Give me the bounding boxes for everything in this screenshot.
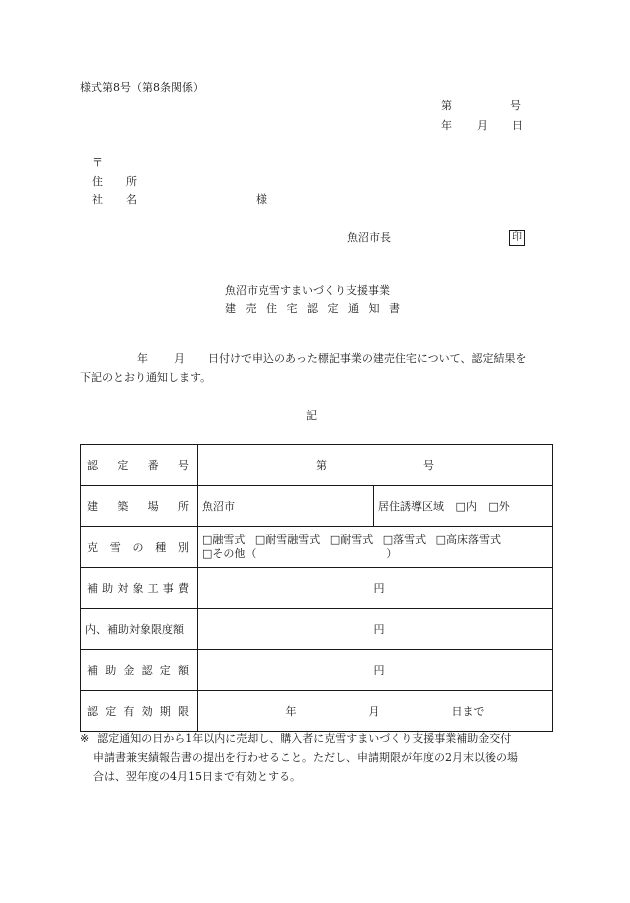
cert-table <box>80 444 553 732</box>
heading-line2-char: 宅 <box>286 302 298 315</box>
cert-number-value-cell <box>198 445 553 486</box>
heading-line2-char: 建 <box>225 302 236 315</box>
note-line1: 認定通知の日から1年以内に売却し、購入者に克雪すまいづくり支援事業補助金交付 <box>97 732 512 745</box>
snow-option[interactable]: □高床落雪式 <box>435 533 502 546</box>
company-label-2: 名 <box>126 193 137 206</box>
cert-number-label-cell <box>81 445 198 486</box>
table-row-subsidy-limit <box>81 609 553 650</box>
heading-line2-char: 知 <box>368 302 380 315</box>
snow-type-options-cell <box>198 527 553 568</box>
zone-option-out[interactable]: □外 <box>488 500 510 513</box>
heading-line2 <box>225 303 400 314</box>
address-label-1: 住 <box>92 175 103 188</box>
subsidy-amount-value-cell <box>198 650 553 691</box>
note-mark: ※ <box>80 732 90 745</box>
zone-option-in[interactable]: □内 <box>455 500 477 513</box>
location-city: 魚沼市 <box>202 500 235 513</box>
validity-label: 認 定 有 効 期 限 <box>87 705 189 718</box>
postal-mark: 〒 <box>92 156 103 169</box>
address-label-2: 所 <box>126 175 137 188</box>
seal-box: 印 <box>509 230 525 246</box>
subsidy-cost-label: 補 助 対 象 工 事 費 <box>87 582 189 595</box>
table-row-snow-type <box>81 527 553 568</box>
table-row-validity <box>81 691 553 732</box>
note-line3: 合は、翌年度の4月15日まで有効とする。 <box>93 770 301 783</box>
subsidy-limit-label-cell <box>81 609 198 650</box>
body-line2: 下記のとおり通知します。 <box>80 371 212 384</box>
validity-year: 年 <box>285 705 297 718</box>
table-row-location <box>81 486 553 527</box>
zone-label: 居住誘導区域 <box>378 500 444 513</box>
heading-line2-char: 通 <box>348 302 359 315</box>
snow-option[interactable]: □耐雪融雪式 <box>254 533 321 546</box>
cert-number-suffix: 号 <box>423 459 434 472</box>
heading-line2-char: 書 <box>389 302 400 315</box>
validity-month: 月 <box>368 705 380 718</box>
doc-date-day: 日 <box>512 119 523 132</box>
subsidy-cost-unit: 円 <box>373 582 385 595</box>
cert-number-label: 認 定 番 号 <box>87 459 189 472</box>
doc-number-suffix: 号 <box>510 99 521 112</box>
snow-option[interactable]: □耐雪式 <box>329 533 374 546</box>
doc-number-prefix: 第 <box>441 99 452 112</box>
table-row-subsidy-amount <box>81 650 553 691</box>
subsidy-limit-value-cell <box>198 609 553 650</box>
snow-type-label: 克 雪 の 種 別 <box>87 541 189 554</box>
doc-date-year: 年 <box>441 119 452 132</box>
body-month: 月 <box>174 352 185 365</box>
note-line2: 申請書兼実績報告書の提出を行わせること。ただし、申請期限が年度の2月末以後の場 <box>93 751 518 764</box>
location-label-cell <box>81 486 198 527</box>
table-row-cert-number <box>81 445 553 486</box>
subsidy-limit-label: 内、補助対象限度額 <box>85 623 184 636</box>
heading-line2-char: 認 <box>307 302 318 315</box>
subsidy-limit-unit: 円 <box>373 623 385 636</box>
snow-type-label-cell <box>81 527 198 568</box>
snow-option[interactable]: □落雪式 <box>382 533 427 546</box>
validity-label-cell <box>81 691 198 732</box>
subsidy-amount-unit: 円 <box>373 664 385 677</box>
location-city-cell <box>198 486 374 527</box>
body-line1: 日付けで申込のあった標記事業の建売住宅について、認定結果を <box>208 352 527 365</box>
honorific: 様 <box>256 193 267 206</box>
subsidy-cost-label-cell <box>81 568 198 609</box>
snow-option-other[interactable]: □その他（ <box>202 547 257 560</box>
heading-line1: 魚沼市克雪すまいづくり支援事業 <box>225 284 390 297</box>
body-year: 年 <box>137 352 148 365</box>
snow-option[interactable]: □融雪式 <box>202 533 246 546</box>
location-zone-cell <box>374 486 553 527</box>
issuer-title: 魚沼市長 <box>347 231 391 244</box>
table-row-subsidy-cost <box>81 568 553 609</box>
ki-marker: 記 <box>306 409 317 422</box>
heading-line2-char: 売 <box>245 302 257 315</box>
validity-value-cell <box>198 691 553 732</box>
note-block <box>80 729 556 786</box>
heading-line2-char: 定 <box>327 302 339 315</box>
validity-day: 日まで <box>451 705 485 718</box>
subsidy-amount-label-cell <box>81 650 198 691</box>
form-title: 様式第8号（第8条関係） <box>80 81 204 94</box>
heading-line2-char: 住 <box>266 302 277 315</box>
cert-number-prefix: 第 <box>316 459 327 472</box>
snow-option-other-close: ） <box>386 547 398 560</box>
subsidy-amount-label: 補 助 金 認 定 額 <box>87 664 189 677</box>
subsidy-cost-value-cell <box>198 568 553 609</box>
company-label-1: 社 <box>92 193 103 206</box>
doc-date-month: 月 <box>477 119 488 132</box>
location-label: 建 築 場 所 <box>87 500 189 513</box>
